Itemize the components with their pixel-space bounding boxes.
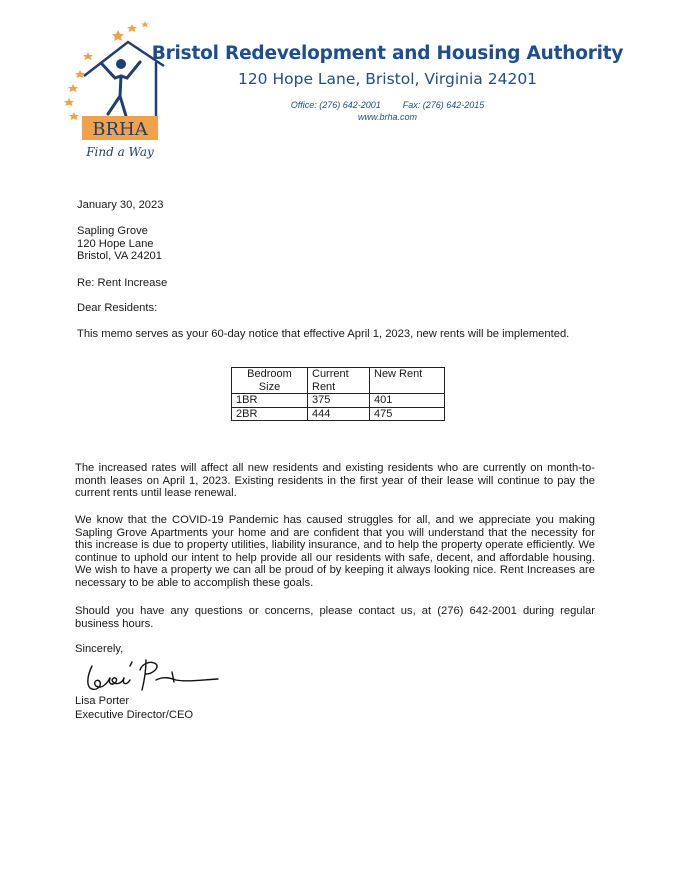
body-paragraph: The increased rates will affect all new residents and existing residents who are currently on month-to-month leases on April 1, 2023. Existing residents in the first year of their lease will continue to pay the current rents until lease renewal. bbox=[75, 462, 595, 500]
office-phone: Office: (276) 642-2001 bbox=[290, 100, 381, 110]
table-cell: 401 bbox=[370, 394, 445, 408]
logo-tagline: Find a Way bbox=[86, 145, 154, 159]
org-address: 120 Hope Lane, Bristol, Virginia 24201 bbox=[237, 70, 538, 88]
salutation: Dear Residents: bbox=[77, 302, 158, 314]
signer-title: Executive Director/CEO bbox=[75, 709, 194, 721]
rent-table bbox=[231, 367, 445, 421]
brha-logo bbox=[60, 18, 170, 163]
recipient-line: Sapling Grove bbox=[77, 225, 148, 237]
fax-number: Fax: (276) 642-2015 bbox=[402, 100, 485, 110]
table-cell: 375 bbox=[308, 394, 370, 408]
logo-text: BRHA bbox=[92, 119, 148, 140]
intro-paragraph: This memo serves as your 60-day notice that effective April 1, 2023, new rents will be implemented. bbox=[77, 328, 570, 340]
header-new-rent: New Rent bbox=[370, 368, 445, 394]
body-paragraph: We know that the COVID-19 Pandemic has caused struggles for all, and we appreciate you making Sapling Grove Apartments your home and are confident that you will understand that the necessity for this increase is due to property utilities, liability insurance, and to help the property operate efficiently. We continue to uphold our intent to help provide all our residents with safe, decent, and affordable housing. We wish to have a property we can all be proud of by keeping it always looking nice. Rent Increases are necessary to be able to accomplish these goals. bbox=[75, 514, 595, 589]
table-cell: 2BR bbox=[232, 407, 308, 421]
letter-date: January 30, 2023 bbox=[77, 199, 164, 211]
signer-name: Lisa Porter bbox=[75, 695, 130, 707]
table-header-row bbox=[232, 368, 445, 394]
contact-info bbox=[150, 99, 625, 123]
table-row bbox=[232, 394, 445, 408]
recipient-line: 120 Hope Lane bbox=[77, 237, 154, 250]
subject-line: Re: Rent Increase bbox=[77, 277, 168, 289]
table-cell: 444 bbox=[308, 407, 370, 421]
table-cell: 1BR bbox=[232, 394, 308, 408]
table-cell: 475 bbox=[370, 407, 445, 421]
website: www.brha.com bbox=[357, 112, 418, 122]
body-paragraph: Should you have any questions or concerns, please contact us, at (276) 642-2001 during regular business hours. bbox=[75, 605, 595, 630]
header-current-rent: Current Rent bbox=[308, 368, 370, 394]
person-figure-icon bbox=[102, 59, 140, 116]
closing: Sincerely, bbox=[75, 643, 124, 655]
recipient-address bbox=[77, 225, 162, 263]
table-row bbox=[232, 407, 445, 421]
header-bedroom-size: Bedroom Size bbox=[232, 368, 308, 394]
recipient-line: Bristol, VA 24201 bbox=[77, 250, 162, 263]
org-name: Bristol Redevelopment and Housing Authority bbox=[151, 43, 624, 64]
